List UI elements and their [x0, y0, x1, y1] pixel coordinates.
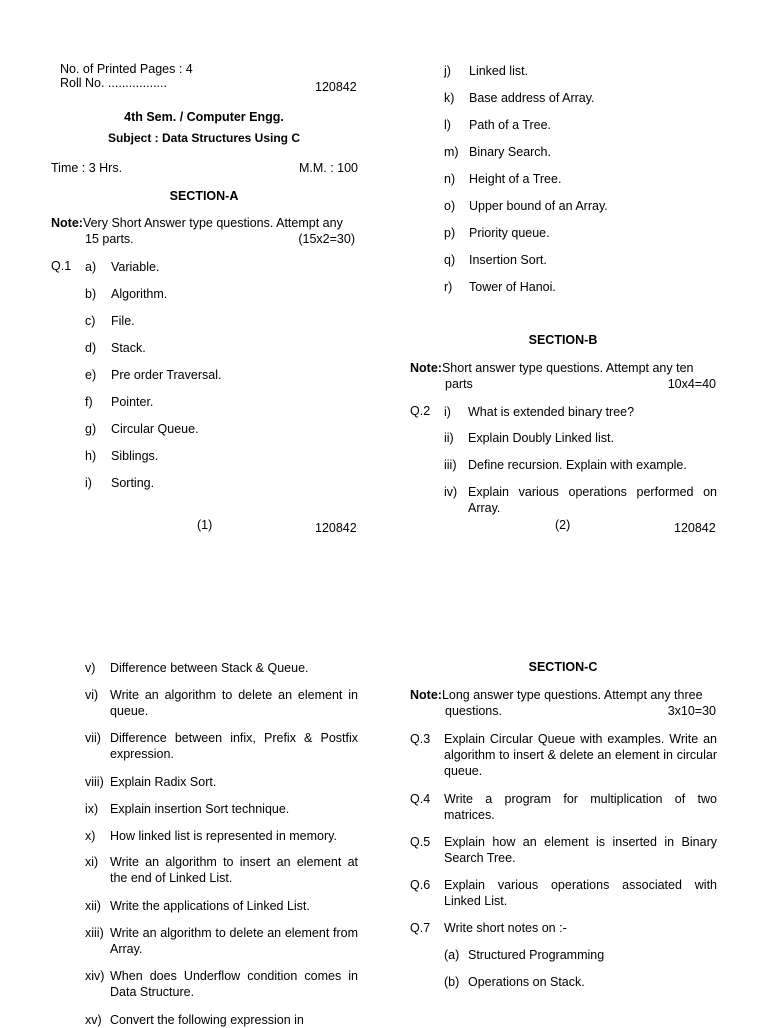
item-text: Explain Doubly Linked list. — [468, 431, 614, 445]
item-label: viii) — [85, 775, 104, 789]
item-text: Write an algorithm to insert an element at the end of Linked List. — [110, 855, 358, 885]
item-label: j) — [444, 64, 451, 78]
item-label: d) — [85, 341, 97, 355]
item-label: ii) — [444, 431, 454, 445]
section-b-title: SECTION-B — [528, 333, 598, 347]
item-text: Write short notes on :- — [444, 921, 567, 935]
item-text: Pointer. — [111, 395, 154, 409]
item-text: Explain various operations associated with Linked List. — [444, 878, 717, 908]
footer-code: 120842 — [674, 521, 716, 535]
section-a-title: SECTION-A — [169, 189, 239, 203]
note-marks: 10x4=40 — [667, 377, 716, 391]
item-label: ix) — [85, 802, 99, 816]
item-text: How linked list is represented in memory. — [110, 829, 337, 843]
item-label: l) — [444, 118, 451, 132]
item-text: Write a program for multiplication of two matrices. — [444, 792, 717, 822]
paper-code: 120842 — [315, 80, 357, 94]
item-label: x) — [85, 829, 96, 843]
item-text: Upper bound of an Array. — [469, 199, 608, 213]
item-text: Siblings. — [111, 449, 159, 463]
item-text: Operations on Stack. — [468, 975, 585, 989]
item-label: o) — [444, 199, 456, 213]
item-text: Structured Programming — [468, 948, 605, 962]
item-text: Explain various operations performed on Array. — [468, 485, 717, 515]
question-label: Q.2 — [410, 404, 431, 418]
printed-pages: No. of Printed Pages : 4 — [60, 62, 193, 76]
item-text: Write the applications of Linked List. — [110, 899, 310, 913]
subject-title: Subject : Data Structures Using C — [107, 131, 301, 145]
item-label: p) — [444, 226, 456, 240]
roll-number: Roll No. ................. — [60, 76, 167, 90]
max-marks: M.M. : 100 — [298, 161, 358, 175]
item-text: Linked list. — [469, 64, 529, 78]
item-label: (b) — [444, 975, 460, 989]
semester-title: 4th Sem. / Computer Engg. — [124, 110, 284, 124]
note-text: Long answer type questions. Attempt any three — [441, 688, 703, 702]
item-text: Binary Search. — [469, 145, 551, 159]
item-text: Pre order Traversal. — [111, 368, 222, 382]
item-label: i) — [85, 476, 92, 490]
item-text: Define recursion. Explain with example. — [468, 458, 687, 472]
item-text: Difference between Stack & Queue. — [110, 661, 309, 675]
item-label: h) — [85, 449, 97, 463]
note-text-continued: parts — [445, 377, 473, 391]
item-text: Priority queue. — [469, 226, 550, 240]
note-text: Short answer type questions. Attempt any ten — [441, 361, 694, 375]
item-text: Write an algorithm to delete an element in queue. — [110, 688, 358, 718]
item-text: When does Underflow condition comes in Data Structure. — [110, 969, 358, 999]
item-label: n) — [444, 172, 456, 186]
note-label: Note: — [410, 361, 442, 375]
item-text: Height of a Tree. — [469, 172, 562, 186]
item-label: a) — [85, 260, 97, 274]
item-text: File. — [111, 314, 135, 328]
item-label: xi) — [85, 855, 99, 869]
item-label: xiii) — [85, 926, 104, 940]
section-c-note — [410, 688, 703, 703]
note-text: Very Short Answer type questions. Attempt any — [82, 216, 343, 230]
item-text: Algorithm. — [111, 287, 168, 301]
note-label: Note: — [51, 216, 83, 230]
item-text: Explain how an element is inserted in Binary Search Tree. — [444, 835, 717, 865]
item-label: q) — [444, 253, 456, 267]
item-label: k) — [444, 91, 455, 105]
item-label: vi) — [85, 688, 99, 702]
item-label: r) — [444, 280, 453, 294]
item-text: Tower of Hanoi. — [469, 280, 556, 294]
item-text: Circular Queue. — [111, 422, 199, 436]
item-label: i) — [444, 405, 451, 419]
item-label: f) — [85, 395, 93, 409]
footer-code: 120842 — [315, 521, 357, 535]
note-text-continued: questions. — [445, 704, 502, 718]
page-number: (1) — [197, 518, 213, 532]
item-text: Convert the following expression in — [110, 1013, 304, 1027]
section-b-note — [410, 361, 694, 376]
item-label: vii) — [85, 731, 101, 745]
item-label: Q.7 — [410, 921, 431, 935]
item-label: Q.6 — [410, 878, 431, 892]
exam-time: Time : 3 Hrs. — [51, 161, 123, 175]
item-label: xiv) — [85, 969, 105, 983]
note-text-continued: 15 parts. — [85, 232, 134, 246]
item-text: Sorting. — [111, 476, 155, 490]
item-label: iv) — [444, 485, 458, 499]
page-number: (2) — [555, 518, 571, 532]
question-label: Q.1 — [51, 259, 72, 273]
item-label: xii) — [85, 899, 101, 913]
item-label: Q.5 — [410, 835, 431, 849]
section-c-title: SECTION-C — [528, 660, 598, 674]
note-marks: 3x10=30 — [667, 704, 716, 718]
note-marks: (15x2=30) — [298, 232, 355, 246]
item-text: Stack. — [111, 341, 146, 355]
item-label: iii) — [444, 458, 457, 472]
item-text: Path of a Tree. — [469, 118, 551, 132]
item-label: e) — [85, 368, 97, 382]
item-text: What is extended binary tree? — [468, 405, 635, 419]
item-label: g) — [85, 422, 97, 436]
item-text: Insertion Sort. — [469, 253, 547, 267]
item-label: (a) — [444, 948, 460, 962]
item-text: Explain Circular Queue with examples. Write an algorithm to insert & delete an element in circular queue. — [444, 732, 717, 778]
item-label: m) — [444, 145, 459, 159]
item-text: Write an algorithm to delete an element from Array. — [110, 926, 358, 956]
item-text: Explain Radix Sort. — [110, 775, 217, 789]
item-label: xv) — [85, 1013, 102, 1027]
note-label: Note: — [410, 688, 442, 702]
item-label: c) — [85, 314, 96, 328]
item-label: b) — [85, 287, 97, 301]
item-label: v) — [85, 661, 96, 675]
item-text: Variable. — [111, 260, 160, 274]
item-text: Explain insertion Sort technique. — [110, 802, 290, 816]
item-text: Difference between infix, Prefix & Postfix expression. — [110, 731, 358, 761]
item-label: Q.4 — [410, 792, 431, 806]
section-a-note — [51, 216, 343, 231]
item-label: Q.3 — [410, 732, 431, 746]
item-text: Base address of Array. — [469, 91, 595, 105]
